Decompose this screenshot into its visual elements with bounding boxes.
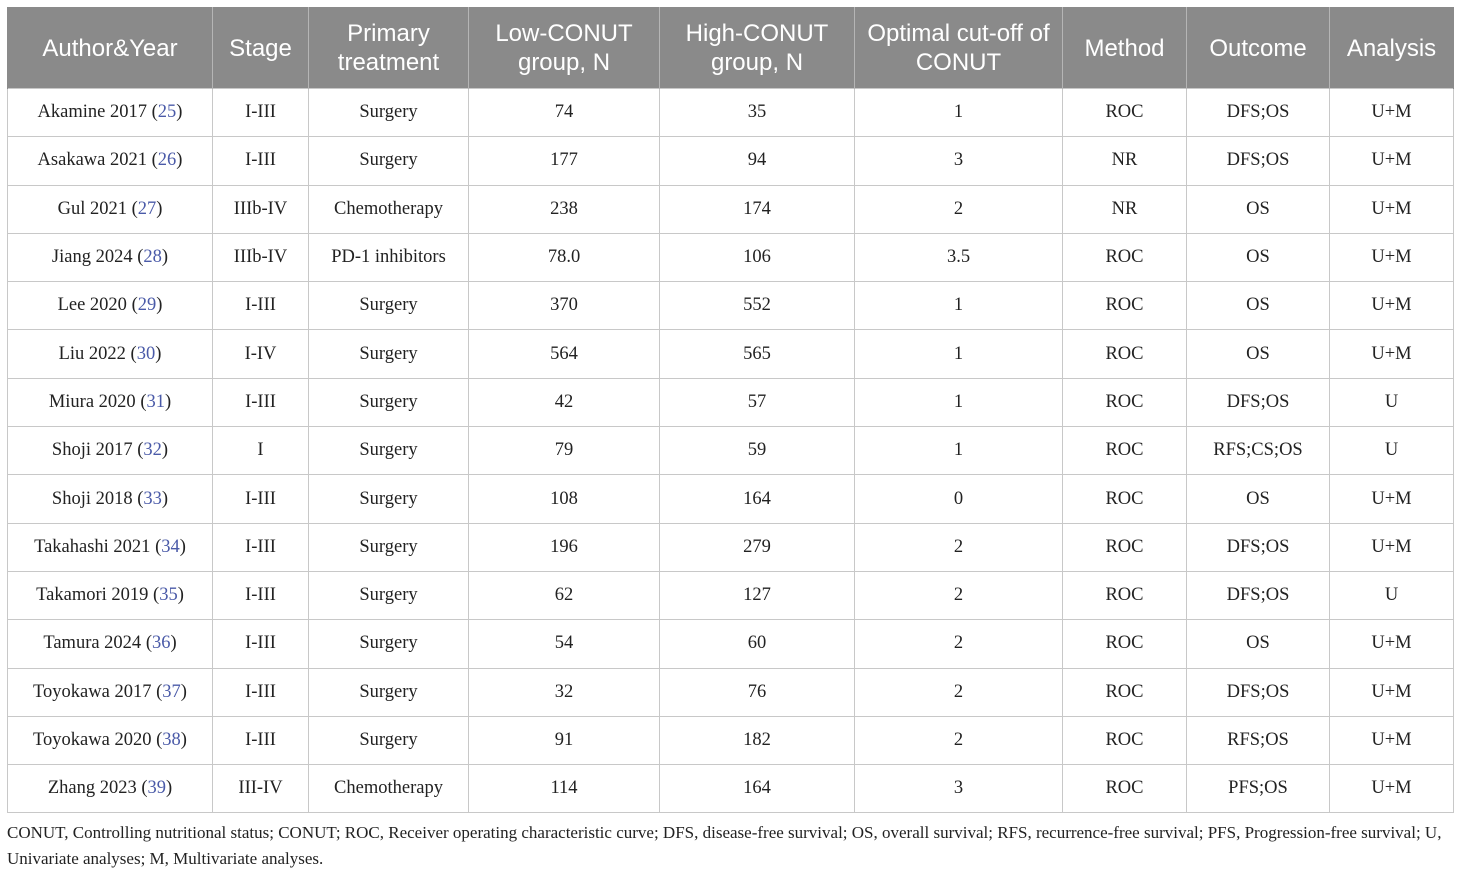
cell-optimal-cutoff: 1 xyxy=(855,282,1063,330)
cell-author-year: Shoji 2018 (33) xyxy=(8,475,213,523)
reference-link[interactable]: 29 xyxy=(137,295,157,316)
cell-optimal-cutoff: 2 xyxy=(855,668,1063,716)
cell-high-conut: 279 xyxy=(660,523,855,571)
cell-outcome: OS xyxy=(1187,282,1330,330)
cell-method: ROC xyxy=(1063,765,1187,813)
cell-stage: I-III xyxy=(213,620,309,668)
cell-method: ROC xyxy=(1063,523,1187,571)
cell-optimal-cutoff: 0 xyxy=(855,475,1063,523)
cell-primary-treatment: Surgery xyxy=(309,330,469,378)
cell-stage: I-III xyxy=(213,571,309,619)
cell-low-conut: 114 xyxy=(469,765,660,813)
cell-analysis: U+M xyxy=(1330,185,1454,233)
cell-outcome: OS xyxy=(1187,233,1330,281)
table-footnote: CONUT, Controlling nutritional status; CONUT; ROC, Receiver operating characteristic curve; DFS, disease-free survival; OS, overall survival; RFS, recurrence-free survival; PFS, Progression-free survival; U, Univariate analyses; M, Multivariate analyses. xyxy=(7,823,1442,868)
cell-analysis: U+M xyxy=(1330,620,1454,668)
cell-analysis: U+M xyxy=(1330,233,1454,281)
cell-outcome: DFS;OS xyxy=(1187,523,1330,571)
reference-link[interactable]: 35 xyxy=(159,585,178,606)
cell-low-conut: 62 xyxy=(469,571,660,619)
cell-analysis: U+M xyxy=(1330,475,1454,523)
cell-method: ROC xyxy=(1063,233,1187,281)
cell-outcome: OS xyxy=(1187,185,1330,233)
cell-stage: I-III xyxy=(213,523,309,571)
cell-primary-treatment: Surgery xyxy=(309,716,469,764)
cell-primary-treatment: Surgery xyxy=(309,475,469,523)
cell-analysis: U xyxy=(1330,571,1454,619)
cell-analysis: U+M xyxy=(1330,282,1454,330)
cell-high-conut: 182 xyxy=(660,716,855,764)
cell-method: NR xyxy=(1063,137,1187,185)
cell-optimal-cutoff: 1 xyxy=(855,330,1063,378)
cell-low-conut: 78.0 xyxy=(469,233,660,281)
cell-method: ROC xyxy=(1063,282,1187,330)
cell-optimal-cutoff: 1 xyxy=(855,427,1063,475)
cell-author-year: Toyokawa 2017 (37) xyxy=(8,668,213,716)
reference-link[interactable]: 31 xyxy=(146,391,165,412)
cell-method: ROC xyxy=(1063,427,1187,475)
author-year-text: Miura 2020 xyxy=(48,391,136,412)
cell-outcome: DFS;OS xyxy=(1187,89,1330,137)
cell-stage: I-III xyxy=(213,475,309,523)
cell-primary-treatment: Surgery xyxy=(309,137,469,185)
table-row xyxy=(8,765,1454,813)
cell-high-conut: 59 xyxy=(660,427,855,475)
author-year-text: Liu 2022 xyxy=(58,343,126,364)
table-row xyxy=(8,137,1454,185)
cell-optimal-cutoff: 2 xyxy=(855,571,1063,619)
cell-optimal-cutoff: 3 xyxy=(855,137,1063,185)
cell-method: ROC xyxy=(1063,475,1187,523)
cell-high-conut: 35 xyxy=(660,89,855,137)
cell-high-conut: 127 xyxy=(660,571,855,619)
cell-high-conut: 164 xyxy=(660,765,855,813)
header-author-year: Author&Year xyxy=(8,8,213,89)
cell-outcome: DFS;OS xyxy=(1187,571,1330,619)
table-row xyxy=(8,185,1454,233)
header-analysis: Analysis xyxy=(1330,8,1454,89)
reference-link[interactable]: 38 xyxy=(162,730,181,750)
cell-outcome: DFS;OS xyxy=(1187,668,1330,716)
cell-stage: I-III xyxy=(213,716,309,764)
reference-link[interactable]: 27 xyxy=(137,198,157,219)
reference-link[interactable]: 32 xyxy=(143,440,162,461)
cell-method: ROC xyxy=(1063,571,1187,619)
cell-optimal-cutoff: 2 xyxy=(855,620,1063,668)
author-year-text: Jiang 2024 xyxy=(51,247,133,268)
table-row xyxy=(8,571,1454,619)
header-primary-treatment: Primary treatment xyxy=(309,8,469,89)
cell-high-conut: 565 xyxy=(660,330,855,378)
cell-outcome: RFS;OS xyxy=(1187,716,1330,764)
cell-low-conut: 177 xyxy=(469,137,660,185)
cell-method: ROC xyxy=(1063,668,1187,716)
cell-author-year: Liu 2022 (30) xyxy=(8,330,213,378)
cell-outcome: DFS;OS xyxy=(1187,378,1330,426)
cell-author-year: Asakawa 2021 (26) xyxy=(8,137,213,185)
cell-analysis: U+M xyxy=(1330,765,1454,813)
cell-stage: IIIb-IV xyxy=(213,185,309,233)
header-low-conut: Low-CONUT group, N xyxy=(469,8,660,89)
author-year-text: Gul 2021 xyxy=(57,198,127,219)
cell-method: ROC xyxy=(1063,716,1187,764)
table-row xyxy=(8,475,1454,523)
cell-low-conut: 42 xyxy=(469,378,660,426)
cell-method: ROC xyxy=(1063,89,1187,137)
table-row xyxy=(8,716,1454,764)
cell-outcome: DFS;OS xyxy=(1187,137,1330,185)
cell-stage: I-III xyxy=(213,89,309,137)
cell-stage: I-III xyxy=(213,137,309,185)
author-year-text: Lee 2020 xyxy=(57,295,127,316)
cell-outcome: RFS;CS;OS xyxy=(1187,427,1330,475)
author-year-text: Takahashi 2021 xyxy=(34,536,151,557)
author-year-text: Tamura 2024 xyxy=(43,633,142,654)
table-row xyxy=(8,282,1454,330)
cell-high-conut: 57 xyxy=(660,378,855,426)
cell-primary-treatment: Surgery xyxy=(309,523,469,571)
author-year-text: Shoji 2018 xyxy=(51,488,133,509)
author-year-text: Toyokawa 2020 xyxy=(33,730,152,750)
table-body xyxy=(8,89,1454,813)
cell-low-conut: 32 xyxy=(469,668,660,716)
cell-author-year: Lee 2020 (29) xyxy=(8,282,213,330)
cell-analysis: U xyxy=(1330,378,1454,426)
cell-stage: I-III xyxy=(213,378,309,426)
cell-low-conut: 196 xyxy=(469,523,660,571)
author-year-text: Shoji 2017 xyxy=(51,440,133,461)
cell-method: ROC xyxy=(1063,620,1187,668)
table-row xyxy=(8,89,1454,137)
reference-link[interactable]: 28 xyxy=(143,247,162,268)
author-year-text: Zhang 2023 xyxy=(47,778,137,799)
author-year-text: Asakawa 2021 xyxy=(37,150,147,171)
cell-stage: I xyxy=(213,427,309,475)
table-row xyxy=(8,330,1454,378)
reference-link[interactable]: 37 xyxy=(162,681,181,702)
cell-author-year: Toyokawa 2020 (38) xyxy=(8,716,213,764)
header-optimal-cutoff: Optimal cut-off of CONUT xyxy=(855,8,1063,89)
cell-outcome: OS xyxy=(1187,330,1330,378)
cell-author-year: Akamine 2017 (25) xyxy=(8,89,213,137)
cell-stage: IIIb-IV xyxy=(213,233,309,281)
table-row xyxy=(8,523,1454,571)
cell-stage: I-III xyxy=(213,282,309,330)
author-year-text: Akamine 2017 xyxy=(37,102,147,123)
table-row xyxy=(8,233,1454,281)
author-year-text: Toyokawa 2017 xyxy=(33,681,152,702)
cell-author-year: Zhang 2023 (39) xyxy=(8,765,213,813)
cell-low-conut: 238 xyxy=(469,185,660,233)
cell-analysis: U+M xyxy=(1330,716,1454,764)
cell-low-conut: 54 xyxy=(469,620,660,668)
cell-high-conut: 106 xyxy=(660,233,855,281)
cell-low-conut: 564 xyxy=(469,330,660,378)
cell-low-conut: 74 xyxy=(469,89,660,137)
author-year-text: Takamori 2019 xyxy=(36,585,149,606)
table-header-row xyxy=(8,8,1454,89)
table-row xyxy=(8,427,1454,475)
cell-method: ROC xyxy=(1063,378,1187,426)
reference-link[interactable]: 36 xyxy=(151,633,171,654)
cell-high-conut: 94 xyxy=(660,137,855,185)
cell-low-conut: 370 xyxy=(469,282,660,330)
cell-author-year: Shoji 2017 (32) xyxy=(8,427,213,475)
header-high-conut: High-CONUT group, N xyxy=(660,8,855,89)
study-characteristics-table xyxy=(7,7,1454,813)
cell-outcome: PFS;OS xyxy=(1187,765,1330,813)
cell-primary-treatment: PD-1 inhibitors xyxy=(309,233,469,281)
header-stage: Stage xyxy=(213,8,309,89)
cell-high-conut: 164 xyxy=(660,475,855,523)
cell-low-conut: 108 xyxy=(469,475,660,523)
cell-author-year: Miura 2020 (31) xyxy=(8,378,213,426)
cell-analysis: U+M xyxy=(1330,523,1454,571)
cell-primary-treatment: Surgery xyxy=(309,668,469,716)
reference-link[interactable]: 39 xyxy=(147,778,166,799)
cell-author-year: Takahashi 2021 (34) xyxy=(8,523,213,571)
cell-primary-treatment: Surgery xyxy=(309,427,469,475)
cell-author-year: Gul 2021 (27) xyxy=(8,185,213,233)
cell-primary-treatment: Surgery xyxy=(309,571,469,619)
cell-analysis: U+M xyxy=(1330,668,1454,716)
table-row xyxy=(8,668,1454,716)
study-characteristics-table-container xyxy=(7,7,1453,813)
cell-primary-treatment: Surgery xyxy=(309,89,469,137)
cell-author-year: Jiang 2024 (28) xyxy=(8,233,213,281)
cell-analysis: U+M xyxy=(1330,137,1454,185)
cell-primary-treatment: Chemotherapy xyxy=(309,185,469,233)
cell-primary-treatment: Chemotherapy xyxy=(309,765,469,813)
cell-author-year: Tamura 2024 (36) xyxy=(8,620,213,668)
cell-analysis: U xyxy=(1330,427,1454,475)
cell-low-conut: 79 xyxy=(469,427,660,475)
cell-method: NR xyxy=(1063,185,1187,233)
reference-link[interactable]: 25 xyxy=(157,102,177,123)
reference-link[interactable]: 30 xyxy=(136,343,156,364)
cell-high-conut: 552 xyxy=(660,282,855,330)
cell-analysis: U+M xyxy=(1330,89,1454,137)
cell-optimal-cutoff: 3.5 xyxy=(855,233,1063,281)
cell-primary-treatment: Surgery xyxy=(309,378,469,426)
cell-analysis: U+M xyxy=(1330,330,1454,378)
cell-high-conut: 60 xyxy=(660,620,855,668)
cell-outcome: OS xyxy=(1187,475,1330,523)
cell-primary-treatment: Surgery xyxy=(309,282,469,330)
reference-link[interactable]: 33 xyxy=(143,488,162,509)
table-row xyxy=(8,378,1454,426)
cell-optimal-cutoff: 2 xyxy=(855,716,1063,764)
cell-method: ROC xyxy=(1063,330,1187,378)
reference-link[interactable]: 34 xyxy=(161,536,180,557)
header-method: Method xyxy=(1063,8,1187,89)
header-outcome: Outcome xyxy=(1187,8,1330,89)
cell-optimal-cutoff: 3 xyxy=(855,765,1063,813)
reference-link[interactable]: 26 xyxy=(157,150,177,171)
cell-high-conut: 76 xyxy=(660,668,855,716)
cell-optimal-cutoff: 2 xyxy=(855,185,1063,233)
cell-optimal-cutoff: 1 xyxy=(855,89,1063,137)
cell-optimal-cutoff: 1 xyxy=(855,378,1063,426)
cell-outcome: OS xyxy=(1187,620,1330,668)
table-row xyxy=(8,620,1454,668)
cell-primary-treatment: Surgery xyxy=(309,620,469,668)
cell-stage: III-IV xyxy=(213,765,309,813)
cell-author-year: Takamori 2019 (35) xyxy=(8,571,213,619)
cell-high-conut: 174 xyxy=(660,185,855,233)
cell-stage: I-IV xyxy=(213,330,309,378)
cell-low-conut: 91 xyxy=(469,716,660,764)
cell-optimal-cutoff: 2 xyxy=(855,523,1063,571)
cell-stage: I-III xyxy=(213,668,309,716)
